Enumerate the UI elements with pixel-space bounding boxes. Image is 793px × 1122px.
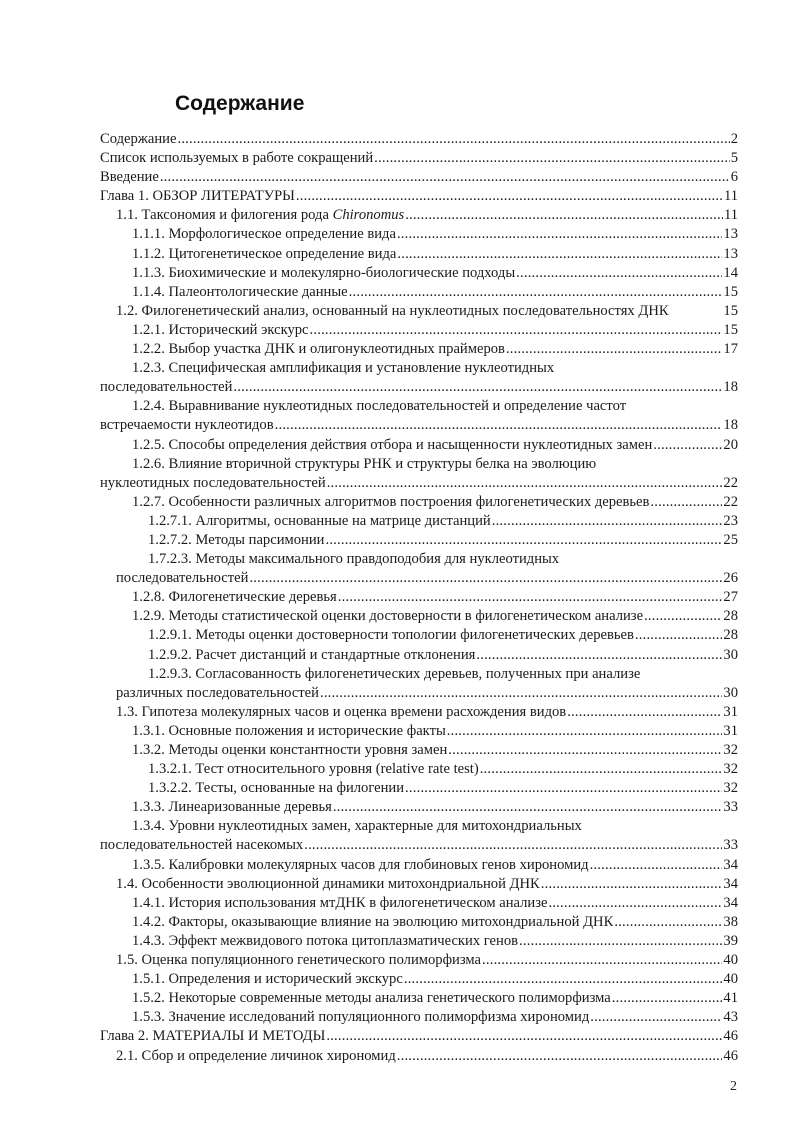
toc-entry-line — [132, 817, 738, 836]
toc-entry-line — [100, 130, 738, 149]
dot-leader — [397, 1047, 723, 1066]
toc-entry-text: 1.2.6. Влияние вторичной структуры РНК и структуры белка на эволюцию — [132, 455, 597, 472]
toc-entry[interactable] — [100, 455, 738, 493]
toc-entry[interactable] — [100, 283, 738, 302]
dot-leader — [612, 989, 723, 1008]
toc-entry-text: 1.3.4. Уровни нуклеотидных замен, характерные для митохондриальных — [132, 818, 582, 835]
toc-entry-line — [132, 722, 738, 741]
toc-entry[interactable] — [100, 397, 738, 435]
toc-entry-text: 1.7.2.3. Методы максимального правдоподобия для нуклеотидных — [148, 551, 560, 568]
toc-entry-text: 1.3. Гипотеза молекулярных часов и оценка времени расхождения видов — [116, 703, 567, 720]
toc-entry-text: 1.4. Особенности эволюционной динамики митохондриальной ДНК — [116, 875, 540, 892]
toc-entry-line — [132, 607, 738, 626]
toc-page-number: 46 — [723, 1047, 738, 1064]
toc-entry-text: 1.3.1. Основные положения и исторические факты — [132, 722, 446, 739]
toc-entry-line — [116, 569, 738, 588]
toc-entry-text: нуклеотидных последовательностей — [100, 474, 326, 491]
toc-page-number: 6 — [730, 169, 738, 186]
toc-entry-text: 1.5.1. Определения и исторический экскурс — [132, 971, 403, 988]
toc-page-number: 25 — [723, 531, 738, 548]
toc-entry-line — [132, 283, 738, 302]
dot-leader — [310, 321, 723, 340]
table-of-contents — [100, 130, 738, 1066]
toc-entry[interactable] — [100, 760, 738, 779]
toc-page-number: 23 — [723, 512, 738, 529]
toc-page-number: 34 — [723, 856, 738, 873]
toc-page-number: 28 — [723, 627, 738, 644]
toc-entry-text: 1.2.7.1. Алгоритмы, основанные на матрице дистанций — [148, 512, 491, 529]
toc-entry-text: 2.1. Сбор и определение личинок хирономид — [116, 1047, 396, 1064]
toc-entry[interactable] — [100, 779, 738, 798]
toc-entry-text: 1.2.3. Специфическая амплификация и установление нуклеотидных — [132, 360, 555, 377]
dot-leader — [644, 607, 722, 626]
toc-entry-text: Введение — [100, 169, 159, 186]
toc-entry[interactable] — [100, 436, 738, 455]
dot-leader — [338, 588, 723, 607]
dot-leader — [492, 512, 723, 531]
toc-entry-line — [116, 684, 738, 703]
toc-page-number: 15 — [723, 302, 738, 319]
toc-entry-text: 1.2.9.3. Согласованность филогенетических деревьев, полученных при анализе — [148, 665, 641, 682]
toc-entry-line — [148, 550, 738, 569]
toc-entry-text: 1.3.3. Линеаризованные деревья — [132, 799, 332, 816]
toc-page-number: 18 — [723, 379, 738, 396]
toc-entry-text: Глава 2. МАТЕРИАЛЫ И МЕТОДЫ — [100, 1028, 326, 1045]
toc-entry-line — [132, 436, 738, 455]
toc-entry-line — [116, 951, 738, 970]
dot-leader — [653, 436, 722, 455]
dot-leader — [177, 130, 729, 149]
toc-entry[interactable] — [100, 206, 738, 225]
toc-entry[interactable] — [100, 550, 738, 588]
toc-entry-text: последовательностей — [116, 570, 249, 587]
toc-entry-text: Список используемых в работе сокращений — [100, 150, 374, 167]
toc-entry-text: встречаемости нуклеотидов — [100, 417, 274, 434]
toc-entry-line — [100, 836, 738, 855]
toc-page-number: 22 — [723, 474, 738, 491]
toc-entry[interactable] — [100, 264, 738, 283]
toc-page-number: 17 — [723, 341, 738, 358]
toc-page-number: 32 — [723, 780, 738, 797]
toc-entry-line — [132, 989, 738, 1008]
toc-page-number: 26 — [723, 570, 738, 587]
toc-page-number: 5 — [730, 150, 738, 167]
dot-leader — [397, 225, 722, 244]
dot-leader — [333, 798, 723, 817]
toc-entry[interactable] — [100, 665, 738, 703]
toc-entry-line — [116, 302, 738, 321]
toc-page-number: 15 — [723, 283, 738, 300]
dot-leader — [327, 474, 723, 493]
toc-page-number: 31 — [723, 722, 738, 739]
toc-entry[interactable] — [100, 245, 738, 264]
toc-entry-text: 1.1.3. Биохимические и молекулярно-биологические подходы — [132, 264, 516, 281]
dot-leader — [635, 626, 723, 645]
toc-entry-text: 1.5.2. Некоторые современные методы анализа генетического полиморфизма — [132, 990, 611, 1007]
toc-page-number: 30 — [723, 646, 738, 663]
toc-entry[interactable] — [100, 894, 738, 913]
dot-leader — [233, 378, 722, 397]
toc-page-number: 13 — [723, 226, 738, 243]
toc-entry-line — [100, 1027, 738, 1046]
dot-leader — [296, 187, 723, 206]
toc-entry-text: 1.2.5. Способы определения действия отбора и насыщенности нуклеотидных замен — [132, 436, 653, 453]
toc-entry[interactable] — [100, 493, 738, 512]
dot-leader — [249, 569, 722, 588]
dot-leader — [325, 531, 722, 550]
toc-entry-text: последовательностей — [100, 379, 233, 396]
toc-entry-text: Содержание — [100, 131, 177, 147]
dot-leader — [374, 149, 730, 168]
toc-entry-text: Глава 1. ОБЗОР ЛИТЕРАТУРЫ — [100, 188, 295, 205]
toc-entry-line — [132, 932, 738, 951]
toc-entry[interactable] — [100, 302, 738, 321]
toc-entry-text: 1.2.4. Выравнивание нуклеотидных последовательностей и определение частот — [132, 398, 627, 415]
dot-leader — [614, 913, 722, 932]
toc-entry-line — [148, 665, 738, 684]
toc-entry-text: 1.2.9.1. Методы оценки достоверности топологии филогенетических деревьев — [148, 627, 634, 644]
toc-entry[interactable] — [100, 607, 738, 626]
toc-entry-line — [116, 875, 738, 894]
toc-entry-text: 1.3.5. Калибровки молекулярных часов для глобиновых генов хирономид — [132, 856, 589, 873]
toc-entry-text: 1.2. Филогенетический анализ, основанный на нуклеотидных последовательностях ДНК — [116, 302, 669, 319]
toc-entry-line — [132, 970, 738, 989]
toc-entry[interactable] — [100, 1008, 738, 1027]
toc-entry-line — [100, 416, 738, 435]
toc-entry-line — [148, 760, 738, 779]
toc-entry-line — [132, 340, 738, 359]
dot-leader — [448, 741, 722, 760]
toc-page-number: 41 — [723, 990, 738, 1007]
toc-page-number: 11 — [723, 207, 738, 224]
toc-entry-line — [132, 798, 738, 817]
toc-entry[interactable] — [100, 340, 738, 359]
toc-entry[interactable] — [100, 225, 738, 244]
toc-entry-line — [148, 646, 738, 665]
toc-entry[interactable] — [100, 531, 738, 550]
toc-entry[interactable] — [100, 626, 738, 645]
toc-entry-text: 1.3.2.2. Тесты, основанные на филогении — [148, 780, 405, 797]
toc-entry-text: 1.2.7. Особенности различных алгоритмов построения филогенетических деревьев — [132, 493, 650, 510]
toc-entry-line — [132, 264, 738, 283]
dot-leader — [480, 760, 723, 779]
toc-entry-line — [100, 168, 738, 187]
toc-entry-text: 1.2.1. Исторический экскурс — [132, 321, 309, 338]
toc-entry-line — [132, 1008, 738, 1027]
toc-entry[interactable] — [100, 168, 738, 187]
toc-page-number: 46 — [723, 1028, 738, 1045]
toc-entry-line — [132, 493, 738, 512]
dot-leader — [548, 894, 722, 913]
toc-entry[interactable] — [100, 951, 738, 970]
toc-page-number: 28 — [723, 608, 738, 625]
toc-entry-text: 1.4.2. Факторы, оказывающие влияние на эволюцию митохондриальной ДНК — [132, 913, 614, 930]
dot-leader — [405, 206, 723, 225]
toc-page-number: 27 — [723, 589, 738, 606]
toc-page-number: 30 — [723, 684, 738, 701]
toc-entry-line — [132, 397, 738, 416]
toc-page-number: 11 — [723, 188, 738, 205]
toc-entry[interactable] — [100, 703, 738, 722]
dot-leader — [326, 1027, 722, 1046]
dot-leader — [447, 722, 723, 741]
toc-page-number: 31 — [723, 703, 738, 720]
toc-entry-text: 1.5.3. Значение исследований популяционного полиморфизма хирономид — [132, 1009, 590, 1026]
toc-page-number: 32 — [723, 761, 738, 778]
toc-entry-text: 1.3.2. Методы оценки константности уровня замен — [132, 742, 448, 758]
toc-entry[interactable] — [100, 130, 738, 149]
toc-entry[interactable] — [100, 588, 738, 607]
toc-entry-line — [148, 512, 738, 531]
dot-leader — [404, 970, 723, 989]
toc-entry-text: различных последовательностей — [116, 684, 319, 701]
toc-entry-line — [132, 359, 738, 378]
toc-entry-line — [132, 894, 738, 913]
dot-leader — [650, 493, 722, 512]
dot-leader — [567, 703, 722, 722]
toc-entry-line — [100, 378, 738, 397]
toc-entry-line — [100, 149, 738, 168]
toc-entry[interactable] — [100, 512, 738, 531]
toc-entry-line — [132, 741, 738, 760]
dot-leader — [349, 283, 723, 302]
dot-leader — [541, 875, 723, 894]
toc-entry[interactable] — [100, 359, 738, 397]
toc-entry-text: 1.2.9.2. Расчет дистанций и стандартные отклонения — [148, 646, 476, 663]
toc-page-number: 34 — [723, 875, 738, 892]
dot-leader — [506, 340, 722, 359]
toc-entry-text: 1.4.1. История использования мтДНК в филогенетическом анализе — [132, 894, 548, 911]
toc-entry[interactable] — [100, 856, 738, 875]
toc-entry-text: 1.3.2.1. Тест относительного уровня (relative rate test) — [148, 761, 479, 778]
toc-entry-line — [100, 474, 738, 493]
toc-entry-text: 1.2.7.2. Методы парсимонии — [148, 531, 325, 548]
toc-entry[interactable] — [100, 913, 738, 932]
toc-entry[interactable] — [100, 1047, 738, 1066]
dot-leader — [397, 245, 722, 264]
dot-leader — [304, 836, 722, 855]
toc-page-number: 33 — [723, 799, 738, 816]
dot-leader — [590, 856, 723, 875]
page-number: 2 — [730, 1079, 737, 1094]
toc-page-number: 22 — [723, 493, 738, 510]
dot-leader — [590, 1008, 722, 1027]
toc-page-number: 2 — [730, 131, 738, 147]
dot-leader — [519, 932, 722, 951]
toc-entry-text: 1.1.2. Цитогенетическое определение вида — [132, 245, 397, 262]
toc-entry-text: последовательностей насекомых — [100, 837, 304, 854]
toc-entry-line — [132, 245, 738, 264]
toc-entry-text: 1.5. Оценка популяционного генетического полиморфизма — [116, 952, 482, 969]
toc-entry-text: 1.2.8. Филогенетические деревья — [132, 589, 337, 606]
toc-entry-line — [116, 703, 738, 722]
toc-page-number: 39 — [723, 932, 738, 949]
toc-entry-line — [132, 856, 738, 875]
toc-entry[interactable] — [100, 149, 738, 168]
toc-entry-text: 1.4.3. Эффект межвидового потока цитоплазматических генов — [132, 932, 519, 949]
dot-leader — [160, 168, 730, 187]
toc-entry-line — [148, 626, 738, 645]
toc-entry-line — [132, 913, 738, 932]
toc-entry[interactable] — [100, 817, 738, 855]
toc-page-number: 40 — [723, 971, 738, 988]
toc-entry[interactable] — [100, 798, 738, 817]
toc-page-number: 20 — [723, 436, 738, 453]
dot-leader — [320, 684, 722, 703]
toc-entry[interactable] — [100, 741, 738, 760]
page-title: Содержание — [175, 92, 305, 115]
toc-entry[interactable] — [100, 970, 738, 989]
toc-page-number: 13 — [723, 245, 738, 262]
dot-leader — [405, 779, 722, 798]
toc-entry[interactable] — [100, 932, 738, 951]
toc-entry-text: 1.1.1. Морфологическое определение вида — [132, 226, 396, 243]
toc-page-number: 14 — [723, 264, 738, 281]
toc-entry-line — [132, 321, 738, 340]
toc-entry-line — [132, 225, 738, 244]
toc-page-number: 18 — [723, 417, 738, 434]
toc-page-number: 32 — [723, 742, 738, 758]
toc-entry-line — [132, 455, 738, 474]
toc-page-number: 15 — [723, 321, 738, 338]
dot-leader — [476, 646, 722, 665]
toc-page-number: 34 — [723, 894, 738, 911]
dot-leader — [516, 264, 722, 283]
toc-entry-text: 1.1.4. Палеонтологические данные — [132, 283, 348, 300]
toc-page-number: 43 — [723, 1009, 738, 1026]
toc-entry[interactable] — [100, 989, 738, 1008]
toc-entry-line — [116, 1047, 738, 1066]
toc-entry-line — [116, 206, 738, 225]
toc-entry-text: 1.2.9. Методы статистической оценки достоверности в филогенетическом анализе — [132, 608, 644, 625]
toc-entry-text: 1.1. Таксономия и филогения рода Chironomus — [116, 207, 405, 224]
toc-entry[interactable] — [100, 722, 738, 741]
toc-entry[interactable] — [100, 187, 738, 206]
toc-entry-text: 1.2.2. Выбор участка ДНК и олигонуклеотидных праймеров — [132, 341, 505, 358]
toc-entry-line — [148, 531, 738, 550]
toc-entry-line — [132, 588, 738, 607]
toc-entry[interactable] — [100, 1027, 738, 1046]
toc-page-number: 33 — [723, 837, 738, 854]
toc-page-number: 40 — [723, 952, 738, 969]
dot-leader — [275, 416, 723, 435]
toc-entry[interactable] — [100, 646, 738, 665]
toc-entry[interactable] — [100, 321, 738, 340]
toc-entry-line — [100, 187, 738, 206]
dot-leader — [482, 951, 722, 970]
toc-page-number: 38 — [723, 913, 738, 930]
toc-entry[interactable] — [100, 875, 738, 894]
toc-entry-line — [148, 779, 738, 798]
